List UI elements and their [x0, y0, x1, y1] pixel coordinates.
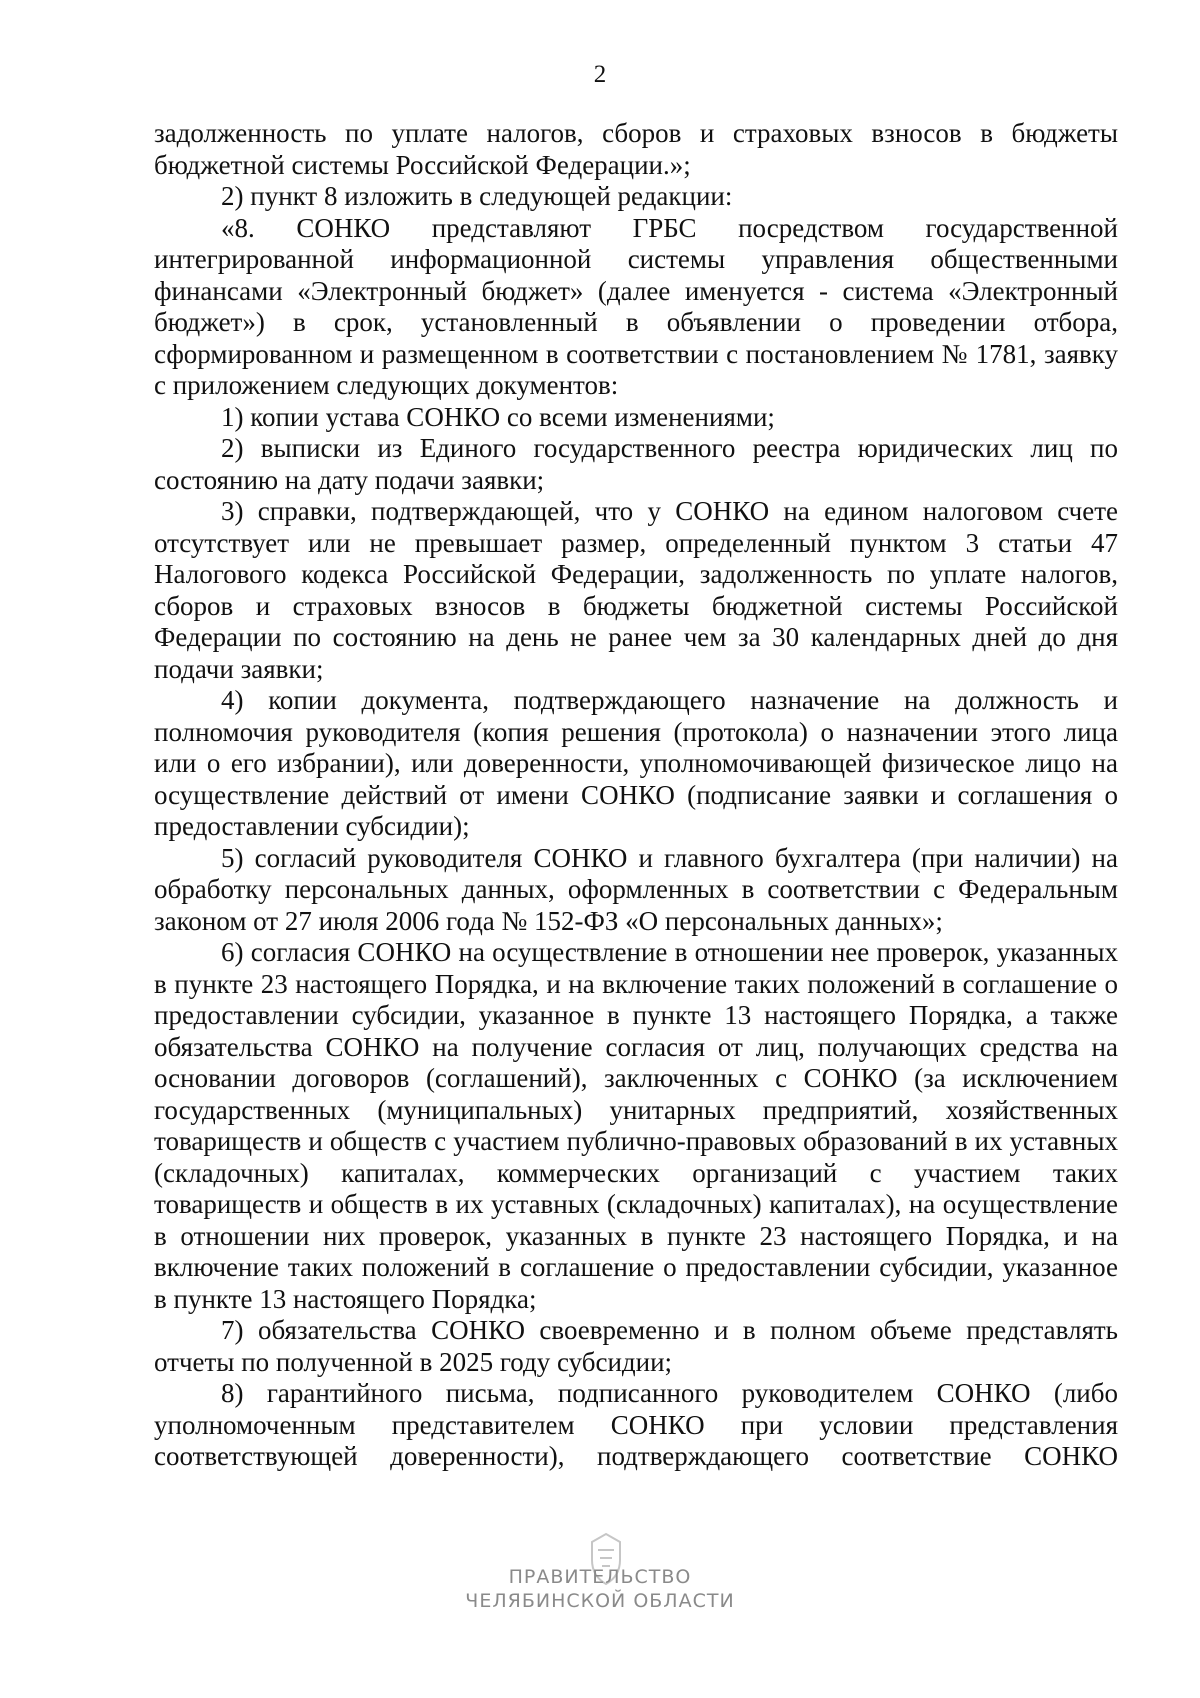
paragraph-doc-5: 5) согласий руководителя СОНКО и главного бухгалтера (при наличии) на обработку персональных данных, оформленных в соответствии с Федеральным законом от 27 июля 2006 года № 152-ФЗ «О персональных данных»; [154, 842, 1118, 936]
page-number: 2 [593, 61, 607, 88]
paragraph-point-8: «8. СОНКО представляют ГРБС посредством государственной интегрированной информационной системы управления общественными финансами «Электронный бюджет» (далее именуется - система «Электронный бюджет») в срок, установленный в объявлении о проведении отбора, сформированном и размещенном в соответствии с постановлением № 1781, заявку с приложением следующих документов: [154, 212, 1118, 400]
footer-watermark [0, 1565, 1200, 1613]
footer-region-label: ЧЕЛЯБИНСКОЙ ОБЛАСТИ [465, 1590, 735, 1612]
paragraph-doc-2: 2) выписки из Единого государственного реестра юридических лиц по состоянию на дату подачи заявки; [154, 433, 1118, 495]
paragraph-continuation: задолженность по уплате налогов, сборов и страховых взносов в бюджеты бюджетной системы Российской Федерации.»; [154, 118, 1118, 180]
paragraph-doc-3: 3) справки, подтверждающей, что у СОНКО на едином налоговом счете отсутствует или не превышает размер, определенный пунктом 3 статьи 47 Налогового кодекса Российской Федерации, задолженность по уплате налогов, сборов и страховых взносов в бюджеты бюджетной системы Российской Федерации по состоянию на день не ранее чем за 30 календарных дней до дня подачи заявки; [154, 496, 1118, 684]
document-body [154, 118, 1118, 1473]
paragraph-doc-6: 6) согласия СОНКО на осуществление в отношении нее проверок, указанных в пункте 23 настоящего Порядка, и на включение таких положений в соглашение о предоставлении субсидии, указанное в пункте 13 настоящего Порядка, а также обязательства СОНКО на получение согласия от лиц, получающих средства на основании договоров (соглашений), заключенных с СОНКО (за исключением государственных (муниципальных) унитарных предприятий, хозяйственных товариществ и обществ с участием публично-правовых образований в их уставных (складочных) капиталах, коммерческих организаций с участием таких товариществ и обществ в их уставных (складочных) капиталах), на осуществление в отношении них проверок, указанных в пункте 23 настоящего Порядка, и на включение таких положений в соглашение о предоставлении субсидии, указанное в пункте 13 настоящего Порядка; [154, 937, 1118, 1314]
paragraph-item-2: 2) пункт 8 изложить в следующей редакции: [221, 181, 733, 211]
paragraph-doc-7: 7) обязательства СОНКО своевременно и в полном объеме представлять отчеты по полученной в 2025 году субсидии; [154, 1315, 1118, 1377]
paragraph-doc-1: 1) копии устава СОНКО со всеми изменениями; [221, 401, 775, 432]
paragraph-doc-4: 4) копии документа, подтверждающего назначение на должность и полномочия руководителя (копия решения (протокола) о назначении этого лица или о его избрании), или доверенности, уполномочивающей физическое лицо на осуществление действий от имени СОНКО (подписание заявки и соглашения о предоставлении субсидии); [154, 685, 1118, 841]
footer-government-label: ПРАВИТЕЛЬСТВО [508, 1566, 692, 1588]
paragraph-doc-8: 8) гарантийного письма, подписанного руководителем СОНКО (либо уполномоченным представителем СОНКО при условии представления соответствующей доверенности), подтверждающего соответствие СОНКО [154, 1378, 1118, 1471]
